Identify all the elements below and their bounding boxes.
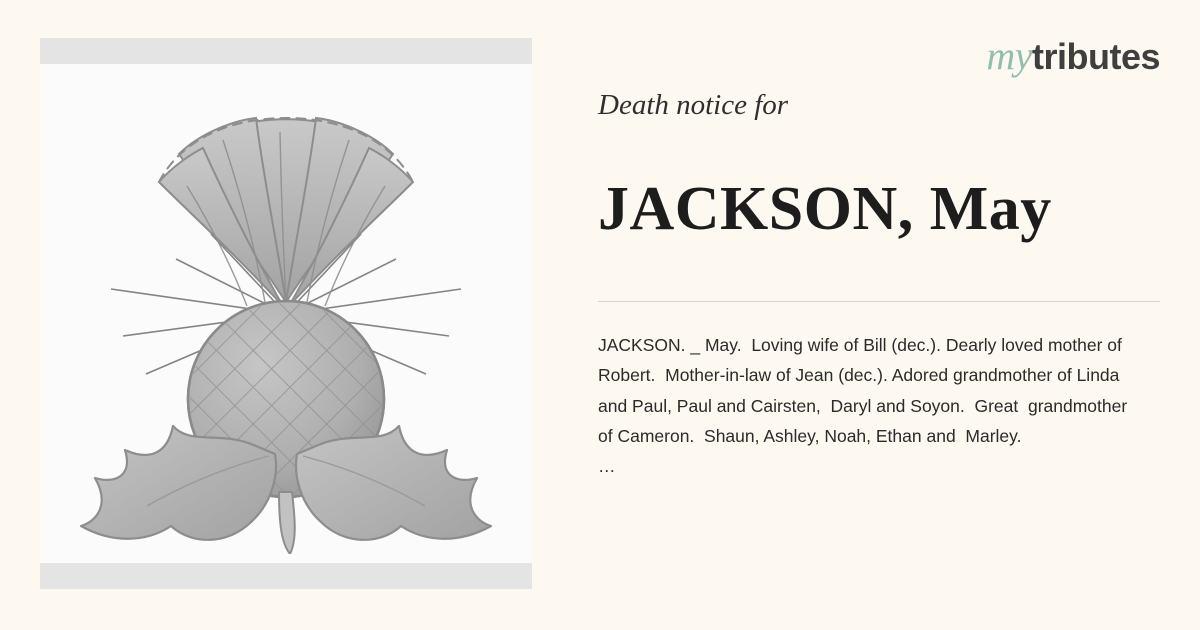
image-panel [0,0,530,630]
page-title: JACKSON, May [598,174,1052,243]
photo-band-top [40,38,532,64]
notice-truncation: … [598,456,616,477]
brand-suffix: tributes [1031,36,1160,77]
notice-body: JACKSON. _ May. Loving wife of Bill (dec.). Dearly loved mother of Robert. Mother-in-law of Jean (dec.). Adored grandmother of Linda and Paul, Paul and Cairsten, Daryl and Soyon. Great grandmother of Cameron. Shaun, Ashley, Noah, Ethan and Marley. [598,334,1133,446]
notice-content [530,0,1200,630]
photo-frame [40,38,532,589]
mytributes-logo[interactable] [986,32,1160,79]
thistle-icon [51,74,521,554]
notice-eyebrow: Death notice for [598,89,789,121]
photo-band-bottom [40,563,532,589]
brand-prefix: my [986,33,1032,78]
thistle-image [40,64,532,563]
